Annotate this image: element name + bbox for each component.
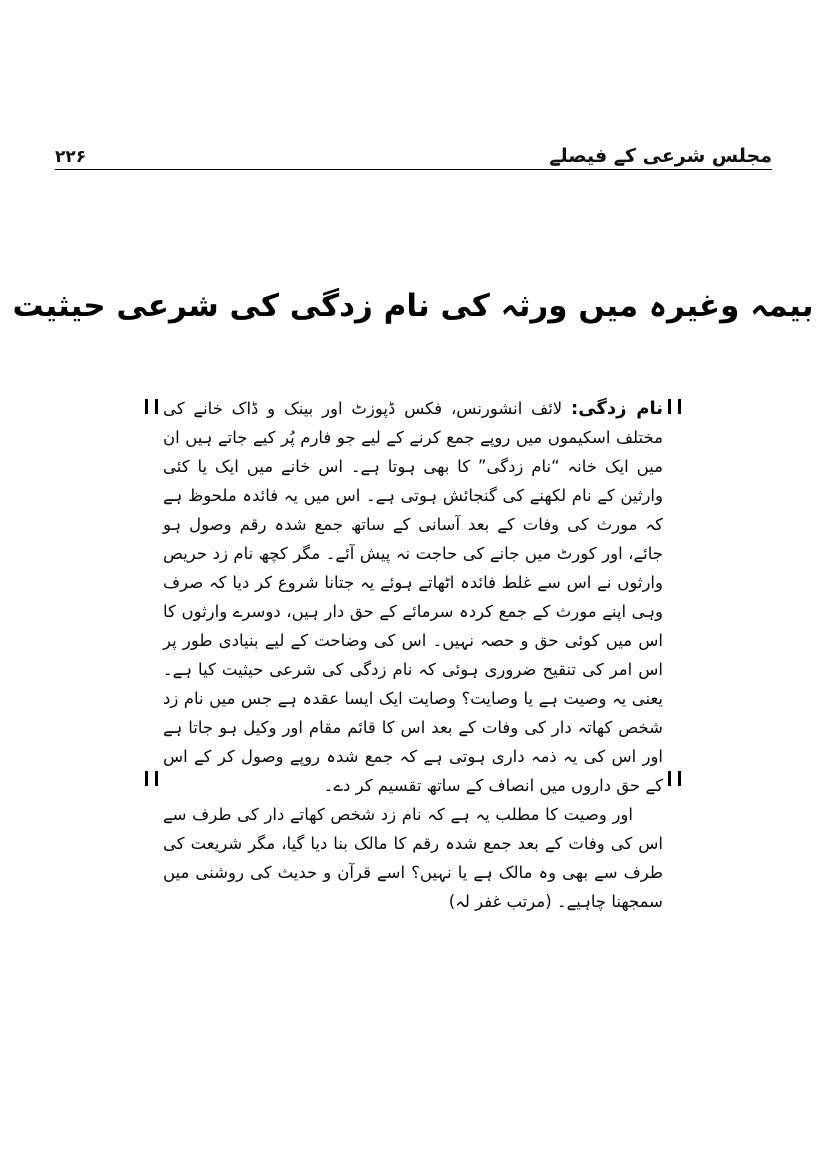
section-mark-right [668, 771, 681, 786]
section-start-mark-left [145, 399, 158, 414]
lead-term: نام زدگی: [571, 398, 664, 419]
book-title: مجلس شرعی کے فیصلے [549, 145, 772, 167]
section-mark-left [145, 771, 158, 786]
article-body [163, 394, 663, 916]
page-header [55, 140, 772, 170]
page-number: ۲۲۶ [55, 147, 87, 167]
paragraph-2 [163, 800, 663, 916]
paragraph-2-text: اور وصیت کا مطلب یہ ہے کہ نام زد شخص کھاتے دار کی طرف سے اس کی وفات کے بعد جمع شدہ رقم کا مالک بنا دیا گیا، مگر شریعت کی طرف سے بھی وہ مالک ہے یا نہیں؟ اسے قرآن و حدیث کی روشنی میں سمجھنا چاہیے۔ [163, 805, 663, 911]
section-start-mark-right [668, 399, 681, 414]
attribution: (مرتب غفر لہ) [448, 892, 552, 911]
article-title: بیمہ وغیرہ میں ورثہ کی نام زدگی کی شرعی حیثیت [12, 288, 814, 324]
paragraph-1-text: لائف انشورنس، فکس ڈپوزٹ اور بینک و ڈاک خانے کی مختلف اسکیموں میں روپے جمع کرنے کے لیے جو فارم پُر کیے جاتے ہیں ان میں ایک خانہ “نام زدگی” کا بھی ہوتا ہے۔ اس خانے میں ایک یا کئی وارثین کے نام لکھنے کی گنجائش ہوتی ہے۔ اس میں یہ فائدہ ملحوظ ہے کہ مورث کی وفات کے بعد آسانی کے ساتھ جمع شدہ رقم وصول ہو جائے، اور کورٹ میں جانے کی حاجت نہ پیش آئے۔ مگر کچھ نام زد حریص وارثوں نے اس سے غلط فائدہ اٹھاتے ہوئے یہ جتانا شروع کر دیا کہ صرف وہی اپنے مورث کے جمع کردہ سرمائے کے حق دار ہیں، دوسرے وارثوں کا اس میں کوئی حق و حصہ نہیں۔ اس کی وضاحت کے لیے بنیادی طور پر اس امر کی تنقیح ضروری ہوئی کہ نام زدگی کی شرعی حیثیت کیا ہے۔ یعنی یہ وصیت ہے یا وصایت؟ وصایت ایک ایسا عقدہ ہے جس میں نام زد شخص کھاتہ دار کی وفات کے بعد اس کا قائم مقام اور وکیل ہو جاتا ہے اور اس کی یہ ذمہ داری ہوتی ہے کہ جمع شدہ روپے وصول کر کے اس کے حق داروں میں انصاف کے ساتھ تقسیم کر دے۔ [163, 399, 663, 795]
paragraph-1 [163, 394, 663, 800]
